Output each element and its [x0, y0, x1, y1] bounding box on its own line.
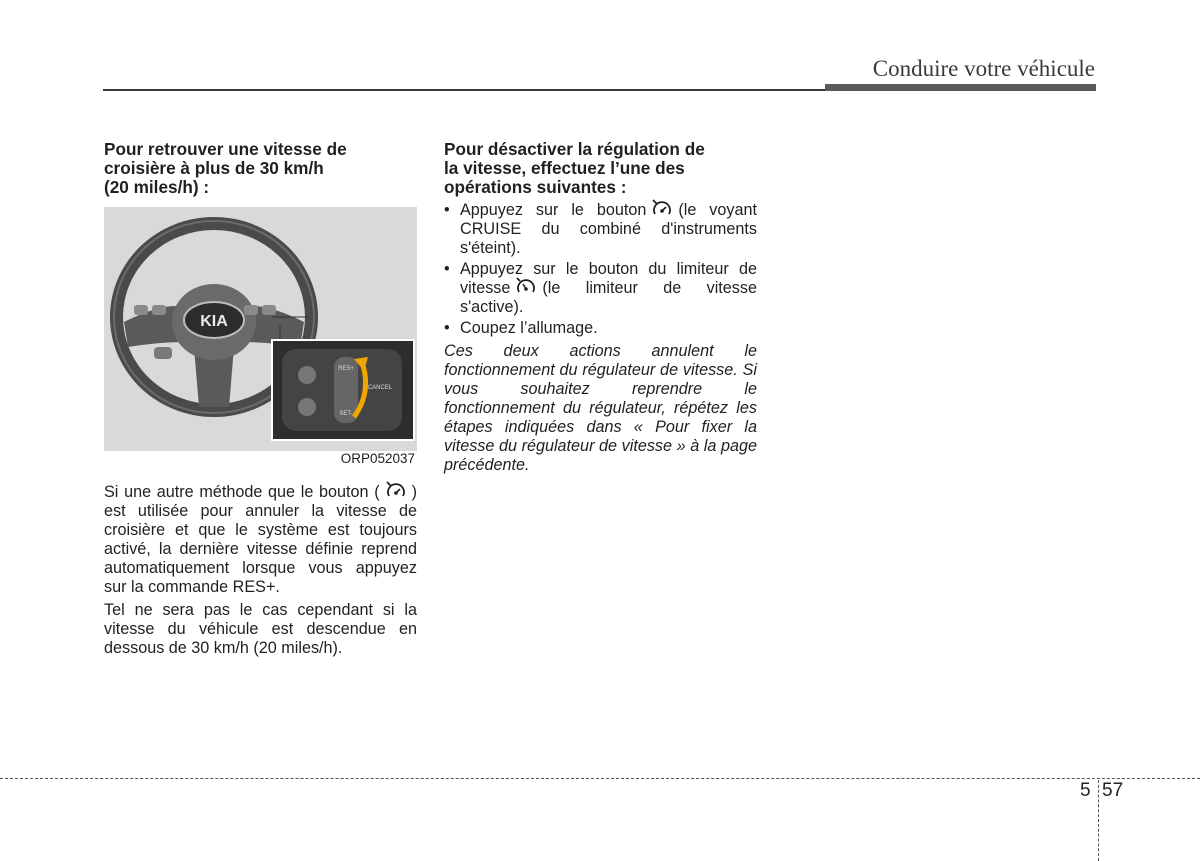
paragraph-text: Si une autre méthode que le bouton (	[104, 483, 380, 501]
list-item-text: Appuyez sur le bouton	[460, 201, 647, 219]
list-item-text: (le voyant CRUISE du combiné d'instruments s'éteint).	[460, 201, 757, 257]
speed-limiter-icon	[514, 276, 538, 298]
cruise-control-icon	[650, 198, 674, 220]
left-heading	[104, 140, 417, 197]
paragraph-text: ) est utilisée pour annuler la vitesse de croisière et que le système est toujours activé, la dernière vitesse définie reprend automatiquement lorsque vous appuyez sur la commande RES+.	[104, 483, 417, 596]
right-column	[444, 140, 757, 475]
steering-wheel-illustration	[104, 207, 417, 451]
left-heading-line: (20 miles/h) :	[104, 177, 210, 197]
deactivation-list	[444, 201, 757, 338]
kia-logo: KIA	[200, 313, 228, 330]
left-column	[104, 140, 417, 658]
list-item: • Coupez l’allumage.	[444, 319, 757, 338]
left-heading-line: croisière à plus de 30 km/h	[104, 158, 324, 178]
right-heading-line: Pour désactiver la régulation de	[444, 139, 705, 159]
list-item-text: Appuyez sur le bouton du limiteur de vitesse	[460, 260, 757, 297]
list-item	[444, 260, 757, 317]
header-rule-accent	[825, 84, 1096, 91]
right-heading-line: opérations suivantes :	[444, 177, 627, 197]
note-paragraph: Ces deux actions annulent le fonctionnement du régulateur de vitesse. Si vous souhaitez reprendre le fonctionnement du régulateur, répétez les étapes indiquées dans « Pour fixer la vitesse du régulateur de vitesse » à la page précédente.	[444, 342, 757, 474]
speed-threshold-paragraph: Tel ne sera pas le cas cependant si la vitesse du véhicule est descendue en dessous de 30 km/h (20 miles/h).	[104, 601, 417, 657]
set-label: SET-	[339, 411, 353, 417]
cruise-control-icon	[384, 480, 408, 502]
page-number: 57	[1102, 780, 1124, 801]
list-item	[444, 201, 757, 258]
res-label: RES+	[338, 366, 354, 372]
section-title: Conduire votre véhicule	[872, 56, 1095, 81]
header-rule	[103, 89, 825, 91]
cruise-resume-paragraph	[104, 483, 417, 597]
list-item-text: (le limiteur de vitesse s'active).	[460, 279, 757, 316]
figure-code: ORP052037	[340, 451, 415, 466]
right-heading-line: la vitesse, effectuez l’une des	[444, 158, 685, 178]
left-heading-line: Pour retrouver une vitesse de	[104, 139, 347, 159]
steering-wheel-figure	[104, 207, 417, 466]
cancel-label: CANCEL	[367, 385, 393, 391]
footer-vertical-divider	[1098, 780, 1099, 861]
right-heading	[444, 140, 757, 197]
chapter-number: 5	[1080, 780, 1091, 801]
footer-divider	[0, 778, 1200, 779]
